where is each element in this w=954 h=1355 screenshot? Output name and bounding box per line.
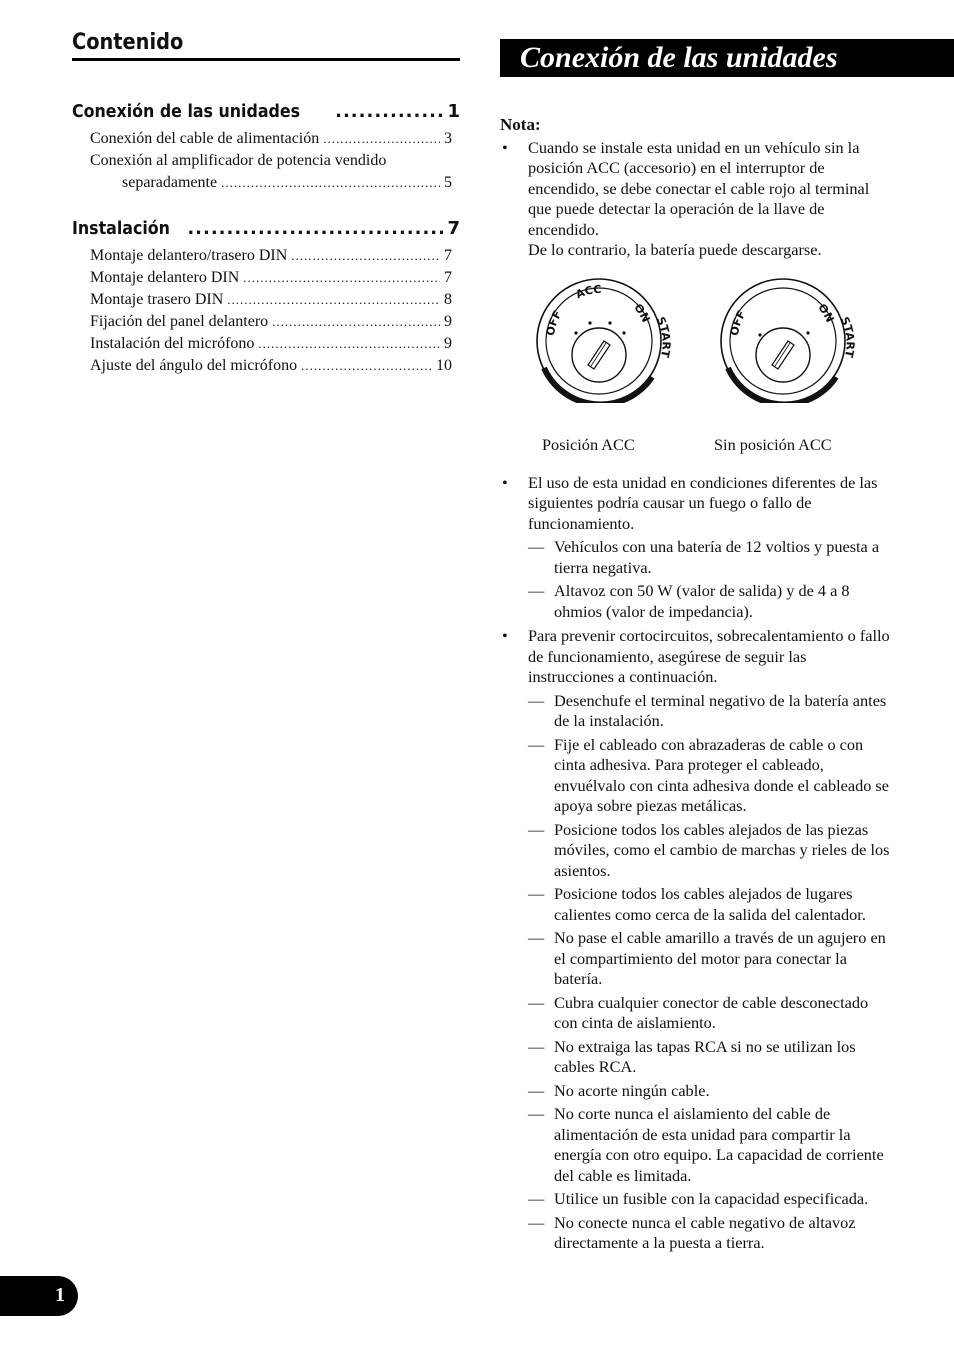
toc-heading: Contenido (72, 30, 184, 55)
leader-dots (258, 333, 440, 355)
bullet-item (500, 473, 890, 535)
toc-entry-page: 7 (444, 247, 452, 264)
toc-entry[interactable] (72, 289, 452, 311)
dial-label-acc: ACC (573, 282, 602, 301)
dash-item: — No conecte nunca el cable negativo de altavoz directamente a la puesta a tierra. (500, 1213, 890, 1254)
dial-dot (588, 321, 591, 324)
dash-item: — Desenchufe el terminal negativo de la batería antes de la instalación. (500, 691, 890, 732)
dial-label-start: START (653, 314, 673, 359)
leader-dots (301, 355, 432, 377)
dial-dot (574, 331, 577, 334)
toc-section-conexion[interactable] (72, 101, 460, 122)
toc-entry-text: Fijación del panel delantero (90, 313, 269, 330)
toc-entry-page: 7 (444, 269, 452, 286)
dial-label-off: OFF (727, 307, 749, 337)
dial-label-start: START (837, 314, 857, 359)
figure-caption-no-acc: Sin posición ACC (714, 434, 832, 454)
dash-item: — No corte nunca el aislamiento del cable de alimentación de esta unidad para compartir la energía con otro equipo. La capacidad de corriente del cable es limitada. (500, 1104, 890, 1186)
toc-section-page: 1 (447, 101, 460, 122)
leader-dots (291, 245, 440, 267)
leader-dots (323, 128, 440, 150)
section-title-bar (500, 39, 954, 77)
leader-dots (335, 101, 443, 122)
dash-item: — Utilice un fusible con la capacidad especificada. (500, 1189, 890, 1210)
dash-item: — No extraiga las tapas RCA si no se utilizan los cables RCA. (500, 1037, 890, 1078)
bullet-item (500, 626, 890, 688)
toc-section-title: Instalación (72, 218, 170, 239)
table-of-contents (72, 30, 460, 377)
dash-item: — Vehículos con una batería de 12 voltios y puesta a tierra negativa. (500, 537, 890, 578)
dial-label-off: OFF (543, 307, 565, 337)
section-title: Conexión de las unidades (520, 41, 838, 74)
toc-entry-page: 10 (436, 357, 452, 374)
toc-section-page: 7 (447, 218, 460, 239)
toc-entry[interactable] (72, 267, 452, 289)
dial-label-on: ON (815, 300, 837, 324)
dial-dot (758, 333, 761, 336)
figure-caption-acc: Posición ACC (542, 434, 635, 454)
toc-entry[interactable] (72, 245, 452, 267)
bullet-text: • Para prevenir cortocircuitos, sobrecalentamiento o fallo de funcionamiento, asegúrese de seguir las instrucciones a continuación. (528, 626, 890, 686)
dash-item: — No pase el cable amarillo a través de un agujero en el compartimiento del motor para conectar la batería. (500, 928, 890, 990)
page-number-tab (0, 1276, 78, 1316)
leader-dots (243, 267, 440, 289)
page-number: 1 (55, 1284, 65, 1306)
leader-dots (272, 311, 440, 333)
bullet-text: • Cuando se instale esta unidad en un vehículo sin la posición ACC (accesorio) en el interruptor de encendido, se debe conectar el cable rojo al terminal que puede detectar la operación de la llave de encendido. (528, 137, 870, 239)
toc-entry-text: Conexión al amplificador de potencia vendido (90, 152, 387, 169)
dial-dot (608, 321, 611, 324)
toc-entry-page: 5 (444, 174, 452, 191)
toc-entry-text: separadamente (122, 174, 218, 191)
leader-dots (187, 218, 443, 239)
toc-entry-text: Montaje delantero DIN (90, 269, 240, 286)
dash-item: — Altavoz con 50 W (valor de salida) y de 4 a 8 ohmios (valor de impedancia). (500, 581, 890, 622)
toc-entry-text: Ajuste del ángulo del micrófono (90, 357, 298, 374)
toc-entry[interactable] (72, 150, 452, 172)
dial-dot (622, 331, 625, 334)
toc-entry-page: 9 (444, 313, 452, 330)
toc-entry-text: Instalación del micrófono (90, 335, 255, 352)
leader-dots (227, 289, 440, 311)
toc-entry-page: 3 (444, 130, 452, 147)
dash-item: — No acorte ningún cable. (500, 1081, 890, 1102)
ignition-dial-no-acc (708, 273, 858, 403)
toc-rule (72, 58, 460, 61)
dash-item: — Cubra cualquier conector de cable desconectado con cinta de aislamiento. (500, 993, 890, 1034)
dash-item: — Fije el cableado con abrazaderas de cable o con cinta adhesiva. Para proteger el cableado, envuélvalo con cinta adhesiva donde el cableado se apoya sobre piezas metálicas. (500, 735, 890, 817)
bullet-text-continued: De lo contrario, la batería puede descargarse. (528, 240, 822, 259)
toc-entry[interactable] (72, 355, 452, 377)
toc-section-title: Conexión de las unidades (72, 101, 301, 122)
toc-entry-text: Montaje trasero DIN (90, 291, 224, 308)
toc-entry[interactable] (72, 128, 452, 150)
toc-section-instalacion[interactable] (72, 218, 460, 239)
dash-item: — Posicione todos los cables alejados de las piezas móviles, como el cambio de marchas y rieles de los asientos. (500, 820, 890, 882)
dial-label-on: ON (631, 300, 653, 324)
leader-dots (221, 172, 440, 194)
toc-entry-text: Montaje delantero/trasero DIN (90, 247, 288, 264)
dial-dot (806, 331, 809, 334)
toc-entry-page: 9 (444, 335, 452, 352)
toc-entry[interactable] (72, 172, 452, 194)
main-content (500, 115, 890, 1254)
toc-entry-text: Conexión del cable de alimentación (90, 130, 320, 147)
ignition-figures (500, 273, 890, 473)
toc-entry[interactable] (72, 333, 452, 355)
bullet-text: • El uso de esta unidad en condiciones diferentes de las siguientes podría causar un fuego o fallo de funcionamiento. (528, 472, 878, 533)
toc-entry-page: 8 (444, 291, 452, 308)
bullet-item (500, 138, 890, 261)
toc-entry[interactable] (72, 311, 452, 333)
dash-item: — Posicione todos los cables alejados de lugares calientes como cerca de la salida del calentador. (500, 884, 890, 925)
ignition-dial-acc (524, 273, 674, 403)
note-label: Nota: (500, 115, 541, 134)
